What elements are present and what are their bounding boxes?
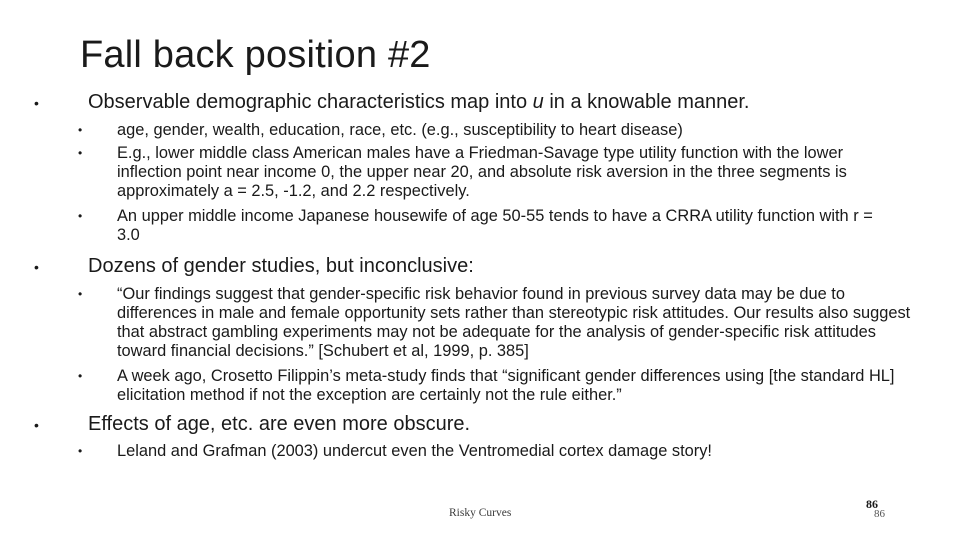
sub-bullet bbox=[78, 144, 899, 201]
bullet-dot: • bbox=[78, 209, 83, 223]
bullet-text: Effects of age, etc. are even more obscure. bbox=[88, 413, 471, 435]
sub-bullet-text: E.g., lower middle class American males have a Friedman-Savage type utility function with the lower inflection point near income 0, the upper near 20, and absolute risk aversion in the three segments is approximately a = 2.5, -1.2, and 2.2 respectively. bbox=[117, 144, 847, 200]
bullet-dot: • bbox=[78, 146, 83, 160]
sub-bullet-text: An upper middle income Japanese housewife of age 50-55 tends to have a CRRA utility function with r = 3.0 bbox=[117, 207, 873, 244]
slide-title: Fall back position #2 bbox=[80, 34, 431, 76]
sub-bullet bbox=[78, 285, 917, 361]
page-number-bold: 86 bbox=[866, 497, 878, 511]
sub-bullet bbox=[78, 207, 899, 245]
bullet-dot: • bbox=[78, 369, 83, 383]
sub-bullet-text: age, gender, wealth, education, race, etc. (e.g., susceptibility to heart disease) bbox=[117, 121, 683, 139]
page-number: 86 bbox=[874, 508, 885, 520]
footer-text: Risky Curves bbox=[449, 507, 512, 519]
sub-bullet bbox=[78, 121, 777, 140]
bullet-dot: • bbox=[34, 95, 39, 111]
bullet-text: Observable demographic characteristics map into u in a knowable manner. bbox=[88, 91, 750, 113]
bullet-dot: • bbox=[78, 123, 83, 137]
bullet-dot: • bbox=[78, 444, 83, 458]
bullet-dot: • bbox=[78, 287, 83, 301]
bullet-dot: • bbox=[34, 417, 39, 433]
sub-bullet-text: Leland and Grafman (2003) undercut even the Ventromedial cortex damage story! bbox=[117, 442, 712, 460]
sub-bullet bbox=[78, 367, 899, 405]
sub-bullet-text: “Our findings suggest that gender-specific risk behavior found in previous survey data may be due to differences in male and female opportunity sets rather than stereotypic risk attitudes. Our results also suggest that abstract gambling experiments may not be adequate for the analysis of gender-specific risk attitudes toward financial decisions.” [Schubert et al, 1999, p. 385] bbox=[117, 285, 911, 360]
sub-bullet bbox=[78, 442, 899, 461]
bullet-dot: • bbox=[34, 259, 39, 275]
bullet-text: Dozens of gender studies, but inconclusive: bbox=[88, 255, 474, 277]
sub-bullet-text: A week ago, Crosetto Filippin’s meta-study finds that “significant gender differences using [the standard HL] elicitation method if not the exception are certainly not the rule either.” bbox=[117, 367, 895, 404]
